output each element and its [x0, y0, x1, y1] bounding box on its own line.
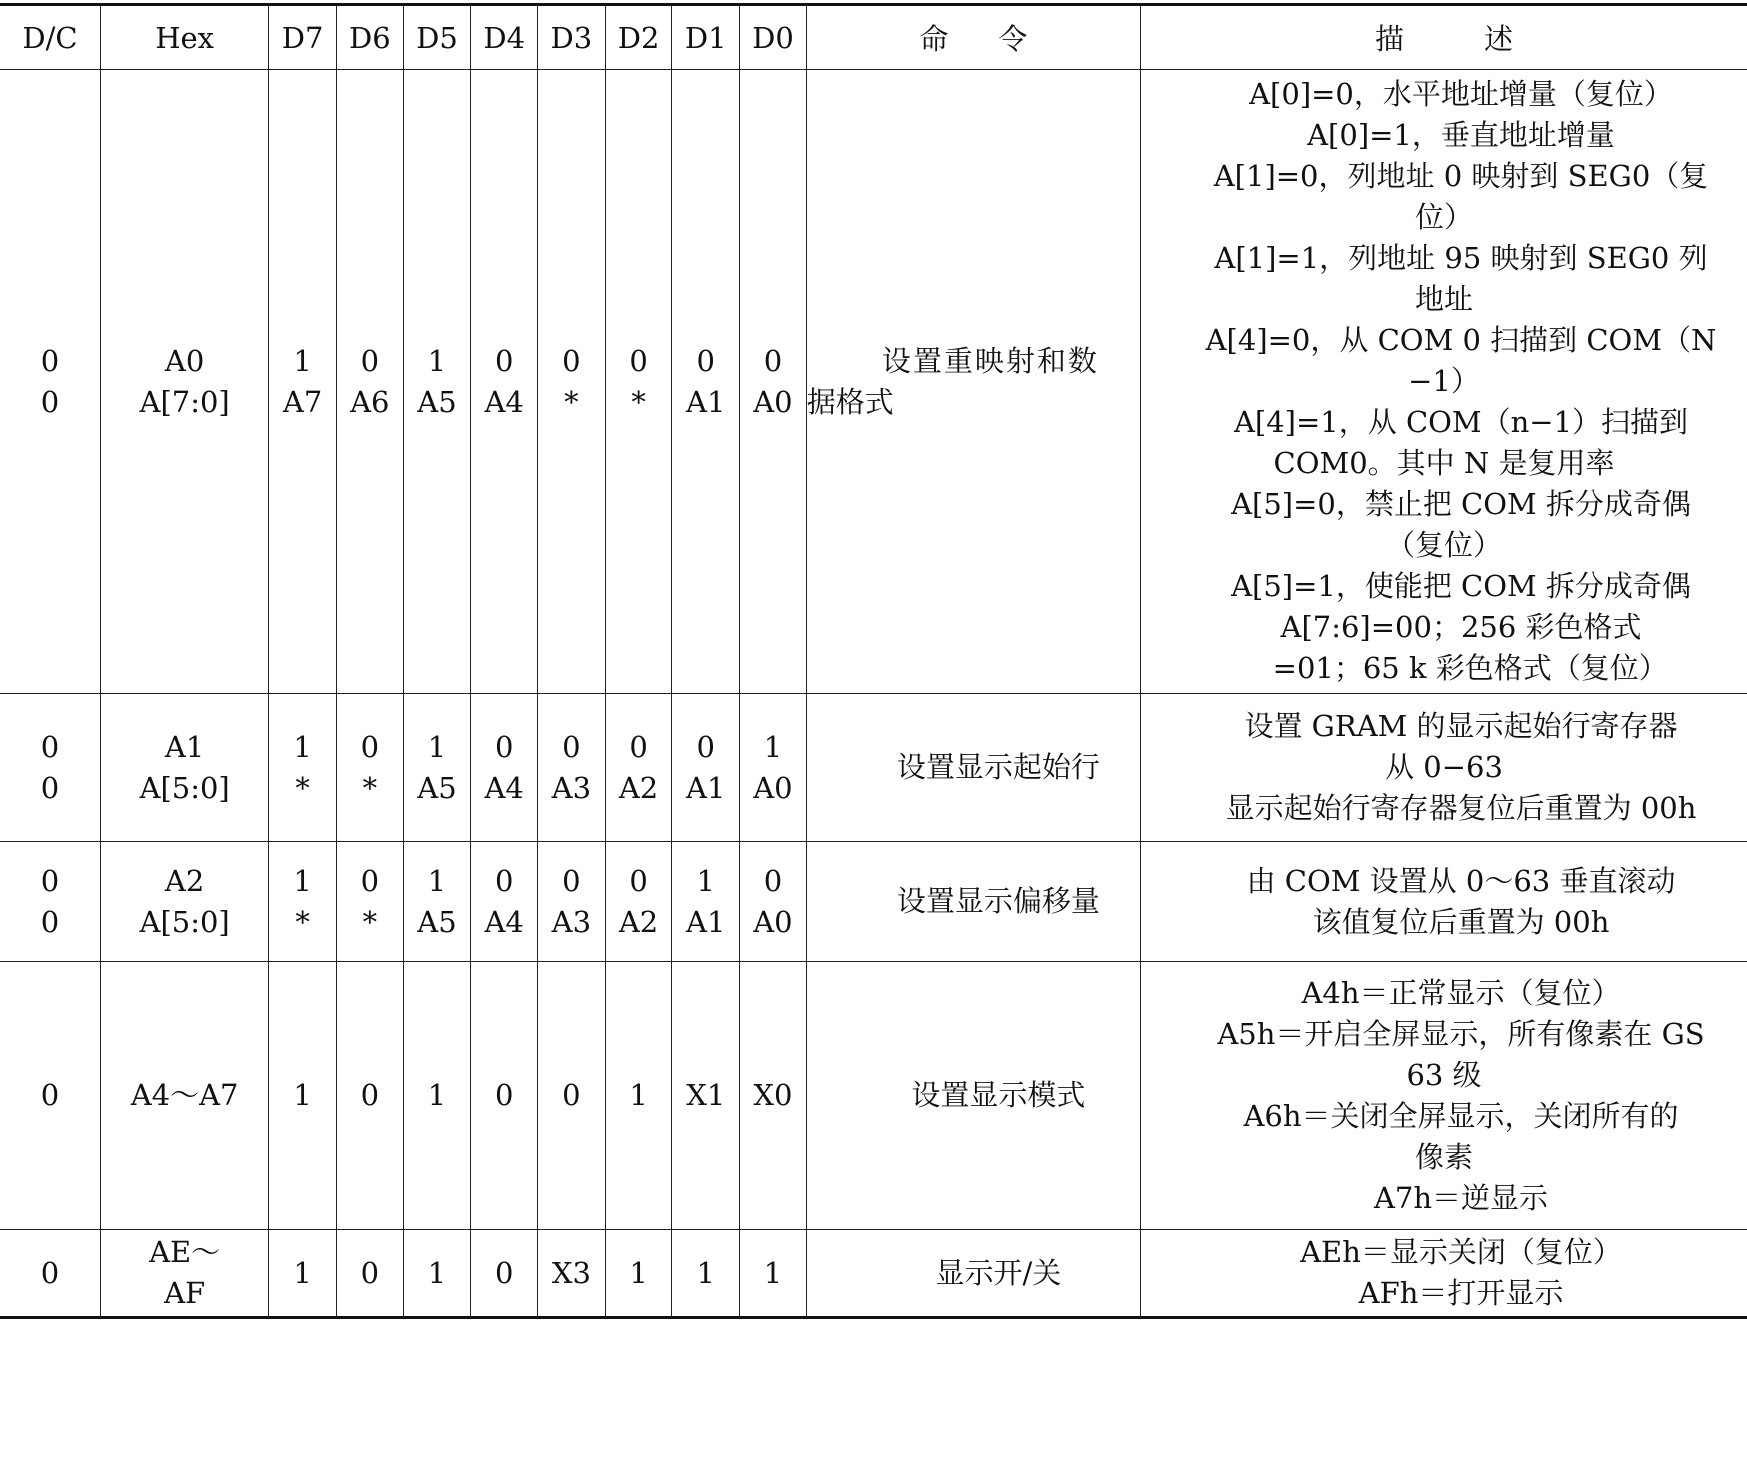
bit-d5-cell-line: A5: [417, 770, 457, 805]
bit-d1-cell: [672, 962, 740, 1230]
command-table: [0, 3, 1747, 1319]
header-d7: D7: [269, 5, 337, 70]
bit-d5-cell: [403, 962, 471, 1230]
bit-d4-cell: [471, 1230, 538, 1318]
bit-d2-cell-line: 0: [629, 343, 648, 378]
command-line: 显示开/关: [935, 1255, 1062, 1290]
bit-d3-cell-line: 0: [562, 729, 581, 764]
bit-d7-cell-line: *: [295, 904, 310, 939]
command-line: 设置重映射和数: [881, 343, 1099, 378]
description-cell: [1141, 962, 1747, 1230]
bit-d1-cell-line: 1: [696, 863, 715, 898]
bit-d5-cell-line: 1: [427, 863, 447, 898]
description-line: 像素: [1415, 1139, 1474, 1174]
table-row: [0, 842, 1747, 962]
header-command: 命令: [806, 5, 1140, 70]
bit-d3-cell-line: X3: [551, 1255, 591, 1290]
header-d0: D0: [740, 5, 807, 70]
description-line: −1）: [1408, 364, 1480, 398]
bit-d0-cell-line: 0: [763, 343, 783, 378]
command-cell: [806, 70, 1140, 694]
bit-d3-cell-line: *: [564, 384, 579, 419]
table-row: [0, 1230, 1747, 1318]
command-line: 据格式: [806, 384, 894, 419]
description-cell: [1141, 1230, 1747, 1318]
bit-d1-cell: [672, 842, 740, 962]
bit-d7-cell-line: 1: [293, 729, 312, 764]
bit-d3-cell-line: A3: [551, 770, 592, 805]
bit-d2-cell-line: A2: [618, 904, 659, 939]
description-cell: [1141, 842, 1747, 962]
bit-d3-cell-line: 0: [562, 343, 581, 378]
bit-d3-cell-line: A3: [551, 904, 592, 939]
description-line: COM0。其中 N 是复用率: [1273, 446, 1615, 480]
description-line: A[4]=1，从 COM（n−1）扫描到: [1233, 405, 1689, 439]
bit-d1-cell-line: A1: [686, 770, 726, 805]
description-line: AFh＝打开显示: [1358, 1276, 1564, 1310]
description-line: A5h＝开启全屏显示，所有像素在 GS: [1217, 1016, 1705, 1051]
header-d6: D6: [337, 5, 404, 70]
bit-d7-cell: [269, 694, 337, 842]
bit-d5-cell-line: 1: [427, 729, 447, 764]
dc-cell: [0, 842, 101, 962]
bit-d7-cell: [269, 962, 337, 1230]
bit-d4-cell: [471, 694, 538, 842]
description-line: =01；65 k 彩色格式（复位）: [1254, 651, 1668, 685]
description-line: A[0]=1，垂直地址增量: [1307, 118, 1615, 152]
bit-d2-cell-line: 0: [629, 863, 648, 898]
hex-cell-line: A0: [164, 343, 205, 378]
description-line: 显示起始行寄存器复位后重置为 00h: [1225, 791, 1697, 825]
bit-d0-cell-line: A0: [753, 770, 793, 805]
bit-d3-cell: [538, 962, 606, 1230]
description-line: A[1]=1，列地址 95 映射到 SEG0 列: [1214, 241, 1708, 275]
bit-d4-cell-line: A4: [484, 904, 524, 939]
hex-cell: [101, 1230, 269, 1318]
bit-d6-cell: [337, 70, 404, 694]
description-line: 位）: [1415, 200, 1474, 234]
bit-d0-cell: [740, 70, 807, 694]
bit-d6-cell-line: 0: [360, 1078, 380, 1112]
bit-d1-cell-line: 0: [696, 343, 715, 378]
bit-d2-cell: [605, 962, 672, 1230]
hex-cell-line: A[7:0]: [139, 384, 230, 419]
bit-d5-cell: [403, 694, 471, 842]
bit-d4-cell-line: 0: [494, 1078, 514, 1112]
dc-cell-line: 0: [40, 1078, 60, 1112]
bit-d3-cell-line: 0: [562, 863, 581, 898]
hex-cell: [101, 962, 269, 1230]
header-d5: D5: [403, 5, 471, 70]
hex-cell-line: A2: [164, 863, 205, 898]
bit-d6-cell-line: *: [362, 904, 378, 939]
table-row: [0, 70, 1747, 694]
bit-d1-cell-line: 0: [696, 729, 715, 764]
bit-d6-cell: [337, 962, 404, 1230]
bit-d0-cell: [740, 694, 807, 842]
bit-d2-cell: [605, 842, 672, 962]
description-line: A[5]=0，禁止把 COM 拆分成奇偶: [1231, 487, 1691, 521]
bit-d7-cell-line: 1: [293, 343, 312, 378]
hex-cell-line: A[5:0]: [139, 770, 230, 805]
header-hex: Hex: [101, 5, 269, 70]
dc-cell-line: 0: [40, 343, 60, 378]
bit-d5-cell-line: A5: [417, 904, 457, 939]
bit-d4-cell: [471, 842, 538, 962]
bit-d3-cell: [538, 694, 606, 842]
description-line: AEh＝显示关闭（复位）: [1300, 1235, 1622, 1269]
hex-cell-line: AF: [164, 1276, 206, 1310]
header-d3: D3: [538, 5, 606, 70]
bit-d1-cell-line: A1: [686, 384, 726, 419]
bit-d7-cell-line: 1: [293, 1078, 312, 1112]
bit-d6-cell-line: 0: [360, 863, 380, 898]
dc-cell-line: 0: [40, 904, 60, 939]
bit-d0-cell-line: 0: [763, 863, 783, 898]
header-row: [0, 5, 1747, 70]
header-description: 描述: [1141, 5, 1747, 70]
bit-d6-cell-line: A6: [350, 384, 390, 419]
bit-d4-cell-line: A4: [484, 384, 524, 419]
dc-cell: [0, 1230, 101, 1318]
bit-d4-cell-line: 0: [494, 863, 514, 898]
bit-d7-cell-line: 1: [293, 1255, 312, 1290]
command-line: 设置显示模式: [911, 1078, 1086, 1112]
bit-d5-cell: [403, 1230, 471, 1318]
hex-cell: [101, 70, 269, 694]
header-d1: D1: [672, 5, 740, 70]
bit-d7-cell: [269, 842, 337, 962]
command-cell: [806, 694, 1140, 842]
table-body: [0, 70, 1747, 1318]
command-line: 设置显示起始行: [896, 750, 1100, 784]
hex-cell-line: AE～: [149, 1235, 221, 1269]
bit-d2-cell-line: 0: [629, 729, 648, 764]
bit-d5-cell-line: 1: [427, 1255, 447, 1290]
bit-d1-cell: [672, 694, 740, 842]
description-line: 设置 GRAM 的显示起始行寄存器: [1244, 709, 1678, 743]
dc-cell: [0, 962, 101, 1230]
table-row: [0, 694, 1747, 842]
bit-d0-cell-line: X0: [753, 1078, 793, 1112]
bit-d2-cell-line: 1: [629, 1255, 648, 1290]
bit-d3-cell: [538, 842, 606, 962]
bit-d6-cell-line: 0: [360, 729, 380, 764]
description-line: A7h＝逆显示: [1373, 1180, 1549, 1215]
bit-d6-cell-line: *: [362, 770, 378, 805]
table-row: [0, 962, 1747, 1230]
hex-cell-line: A4～A7: [130, 1078, 239, 1112]
description-line: 63 级: [1406, 1057, 1482, 1092]
bit-d6-cell: [337, 842, 404, 962]
bit-d7-cell-line: 1: [293, 863, 312, 898]
dc-cell-line: 0: [40, 863, 60, 898]
bit-d7-cell: [269, 70, 337, 694]
dc-cell: [0, 70, 101, 694]
command-line: 设置显示偏移量: [896, 884, 1100, 918]
bit-d6-cell-line: 0: [360, 343, 380, 378]
hex-cell: [101, 842, 269, 962]
bit-d2-cell: [605, 694, 672, 842]
bit-d4-cell: [471, 70, 538, 694]
dc-cell: [0, 694, 101, 842]
description-cell: [1141, 694, 1747, 842]
description-line: A[1]=0，列地址 0 映射到 SEG0（复: [1213, 159, 1709, 193]
bit-d7-cell-line: *: [295, 770, 310, 805]
bit-d5-cell: [403, 842, 471, 962]
header-dc: D/C: [0, 5, 101, 70]
command-cell: [806, 1230, 1140, 1318]
bit-d3-cell: [538, 70, 606, 694]
dc-cell-line: 0: [40, 729, 60, 764]
bit-d5-cell-line: A5: [417, 384, 457, 419]
bit-d5-cell-line: 1: [427, 343, 447, 378]
bit-d0-cell-line: 1: [763, 729, 783, 764]
description-line: A[0]=0，水平地址增量（复位）: [1249, 77, 1673, 111]
description-line: 由 COM 设置从 0～63 垂直滚动: [1246, 863, 1676, 898]
dc-cell-line: 0: [40, 384, 60, 419]
command-cell: [806, 962, 1140, 1230]
bit-d6-cell: [337, 694, 404, 842]
bit-d0-cell-line: A0: [753, 384, 793, 419]
description-line: A6h＝关闭全屏显示，关闭所有的: [1243, 1098, 1679, 1133]
description-line: 地址: [1415, 282, 1474, 316]
bit-d4-cell-line: A4: [484, 770, 524, 805]
bit-d0-cell: [740, 962, 807, 1230]
description-line: A4h＝正常显示（复位）: [1301, 975, 1621, 1010]
description-line: （复位）: [1386, 528, 1503, 562]
bit-d2-cell-line: *: [631, 384, 646, 419]
bit-d2-cell: [605, 1230, 672, 1318]
command-cell: [806, 842, 1140, 962]
bit-d1-cell: [672, 70, 740, 694]
bit-d2-cell: [605, 70, 672, 694]
bit-d4-cell-line: 0: [494, 729, 514, 764]
dc-cell-line: 0: [40, 1255, 60, 1290]
hex-cell: [101, 694, 269, 842]
bit-d0-cell: [740, 842, 807, 962]
bit-d0-cell: [740, 1230, 807, 1318]
bit-d4-cell: [471, 962, 538, 1230]
bit-d1-cell: [672, 1230, 740, 1318]
bit-d3-cell-line: 0: [562, 1078, 581, 1112]
header-d4: D4: [471, 5, 538, 70]
header-d2: D2: [605, 5, 672, 70]
bit-d7-cell-line: A7: [282, 384, 323, 419]
hex-cell-line: A[5:0]: [139, 904, 230, 939]
description-line: A[7:6]=00；256 彩色格式: [1280, 610, 1642, 644]
bit-d3-cell: [538, 1230, 606, 1318]
bit-d6-cell-line: 0: [360, 1255, 380, 1290]
bit-d5-cell: [403, 70, 471, 694]
bit-d2-cell-line: 1: [629, 1078, 648, 1112]
bit-d0-cell-line: A0: [753, 904, 793, 939]
bit-d1-cell-line: X1: [686, 1078, 726, 1112]
bit-d4-cell-line: 0: [494, 343, 514, 378]
bit-d2-cell-line: A2: [618, 770, 659, 805]
bit-d1-cell-line: A1: [686, 904, 726, 939]
description-line: A[4]=0，从 COM 0 扫描到 COM（N: [1205, 323, 1717, 357]
description-line: 该值复位后重置为 00h: [1312, 904, 1610, 939]
bit-d4-cell-line: 0: [494, 1255, 514, 1290]
bit-d7-cell: [269, 1230, 337, 1318]
bit-d6-cell: [337, 1230, 404, 1318]
bit-d5-cell-line: 1: [427, 1078, 447, 1112]
description-cell: [1141, 70, 1747, 694]
bit-d1-cell-line: 1: [696, 1255, 715, 1290]
dc-cell-line: 0: [40, 770, 60, 805]
description-line: 从 0−63: [1385, 750, 1503, 784]
hex-cell-line: A1: [164, 729, 205, 764]
description-line: A[5]=1，使能把 COM 拆分成奇偶: [1231, 569, 1691, 603]
bit-d0-cell-line: 1: [763, 1255, 783, 1290]
